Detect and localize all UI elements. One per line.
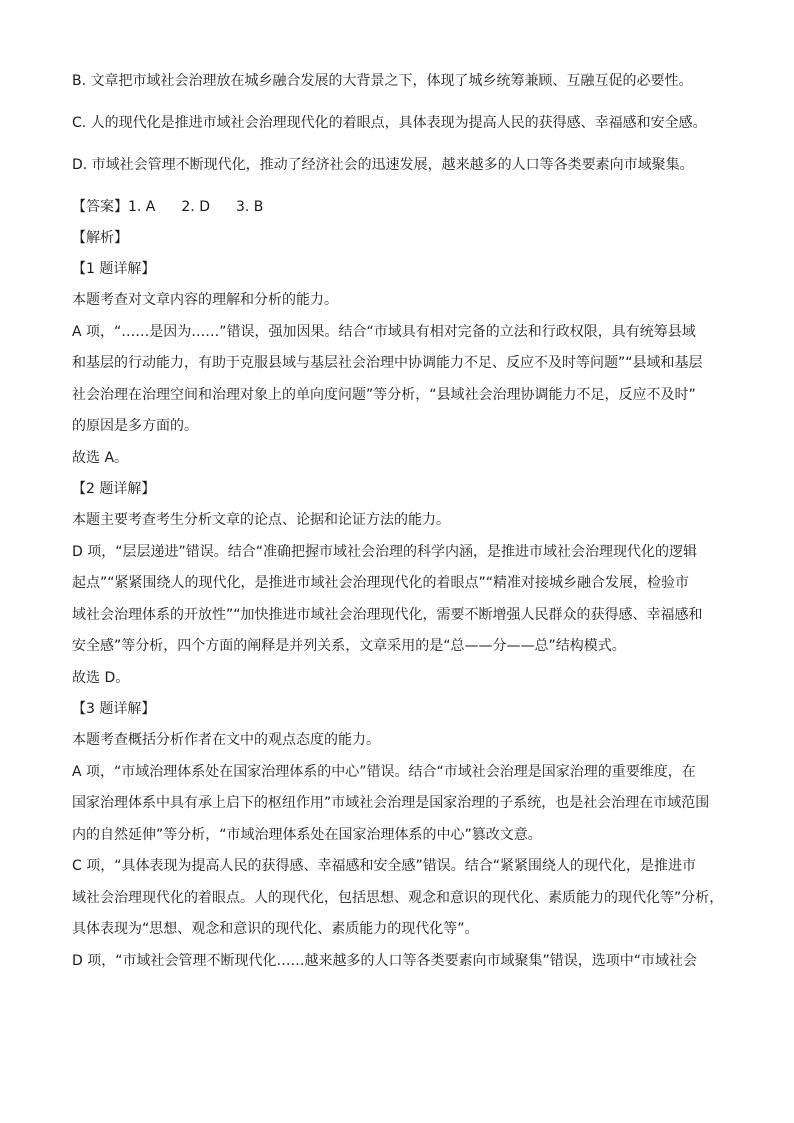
option-c: C. 人的现代化是推进市域社会治理现代化的着眼点，具体表现为提高人民的获得感、幸福感和安全感。 xyxy=(72,115,707,131)
q1-conclusion: 故选 A。 xyxy=(72,449,129,466)
q1-line: 和基层的行动能力，有助于克服县域与基层社会治理中协调能力不足、反应不及时等问题”“县域和基层 xyxy=(72,355,703,371)
q1-line: A 项，“……是因为……”错误，强加因果。结合“市域具有相对完备的立法和行政权限，具有统筹县域 xyxy=(72,323,696,340)
answer-line xyxy=(72,192,732,223)
q1-intro: 本题考查对文章内容的理解和分析的能力。 xyxy=(72,292,338,308)
q3-c-line: 具体表现为“思想、观念和意识的现代化、素质能力的现代化等”。 xyxy=(72,921,479,937)
q2-conclusion: 故选 D。 xyxy=(72,669,130,686)
q2-heading: 【2 题详解】 xyxy=(72,481,156,497)
answer-item-1: 1. A xyxy=(128,199,156,215)
q1-line: 的原因是多方面的。 xyxy=(72,418,198,434)
q2-line: 安全感”等分析，四个方面的阐释是并列关系，文章采用的是“总——分——总”结构模式。 xyxy=(72,638,626,654)
answer-label: 【答案】 xyxy=(72,199,128,215)
q2-line: D 项，“层层递进”错误。结合“准确把握市域社会治理的科学内涵，是推进市域社会治理现代化的逻辑 xyxy=(72,543,697,560)
analysis-label: 【解析】 xyxy=(72,230,128,246)
q2-line: 起点”“紧紧围绕人的现代化，是推进市域社会治理现代化的着眼点”“精准对接城乡融合发展，检验市 xyxy=(72,575,690,591)
q3-a-line: 国家治理体系中具有承上启下的枢纽作用”市域社会治理是国家治理的子系统，也是社会治理在市域范围 xyxy=(72,795,710,811)
q1-heading: 【1 题详解】 xyxy=(72,261,156,277)
q3-a-line: A 项，“市域治理体系处在国家治理体系的中心”错误。结合“市域社会治理是国家治理的重要维度，在 xyxy=(72,763,696,780)
answer-item-2: 2. D xyxy=(181,199,210,215)
q3-c-line: 域社会治理现代化的着眼点。人的现代化，包括思想、观念和意识的现代化、素质能力的现代化等”分析， xyxy=(72,889,724,906)
document-page xyxy=(72,66,732,977)
q2-line: 域社会治理体系的开放性”“加快推进市域社会治理现代化，需要不断增强人民群众的获得感、幸福感和 xyxy=(72,606,703,623)
option-b: B. 文章把市域社会治理放在城乡融合发展的大背景之下，体现了城乡统筹兼顾、互融互促的必要性。 xyxy=(72,73,693,89)
answer-item-3: 3. B xyxy=(235,199,264,215)
q1-line: 社会治理在治理空间和治理对象上的单向度问题”等分析，“县域社会治理协调能力不足，反应不及时” xyxy=(72,386,696,403)
q3-intro: 本题考查概括分析作者在文中的观点态度的能力。 xyxy=(72,732,380,748)
q3-c-line: C 项，“具体表现为提高人民的获得感、幸福感和安全感”错误。结合“紧紧围绕人的现代化，是推进市 xyxy=(72,858,696,874)
q3-a-line: 内的自然延伸”等分析，“市域治理体系处在国家治理体系的中心”篡改文意。 xyxy=(72,826,542,843)
option-d: D. 市域社会管理不断现代化，推动了经济社会的迅速发展，越来越多的人口等各类要素向市域聚集。 xyxy=(72,157,694,173)
q3-heading: 【3 题详解】 xyxy=(72,701,156,717)
q2-intro: 本题主要考查考生分析文章的论点、论据和论证方法的能力。 xyxy=(72,512,450,528)
q3-d-line: D 项，“市域社会管理不断现代化……越来越多的人口等各类要素向市域聚集”错误，选项中“市域社会 xyxy=(72,952,697,969)
